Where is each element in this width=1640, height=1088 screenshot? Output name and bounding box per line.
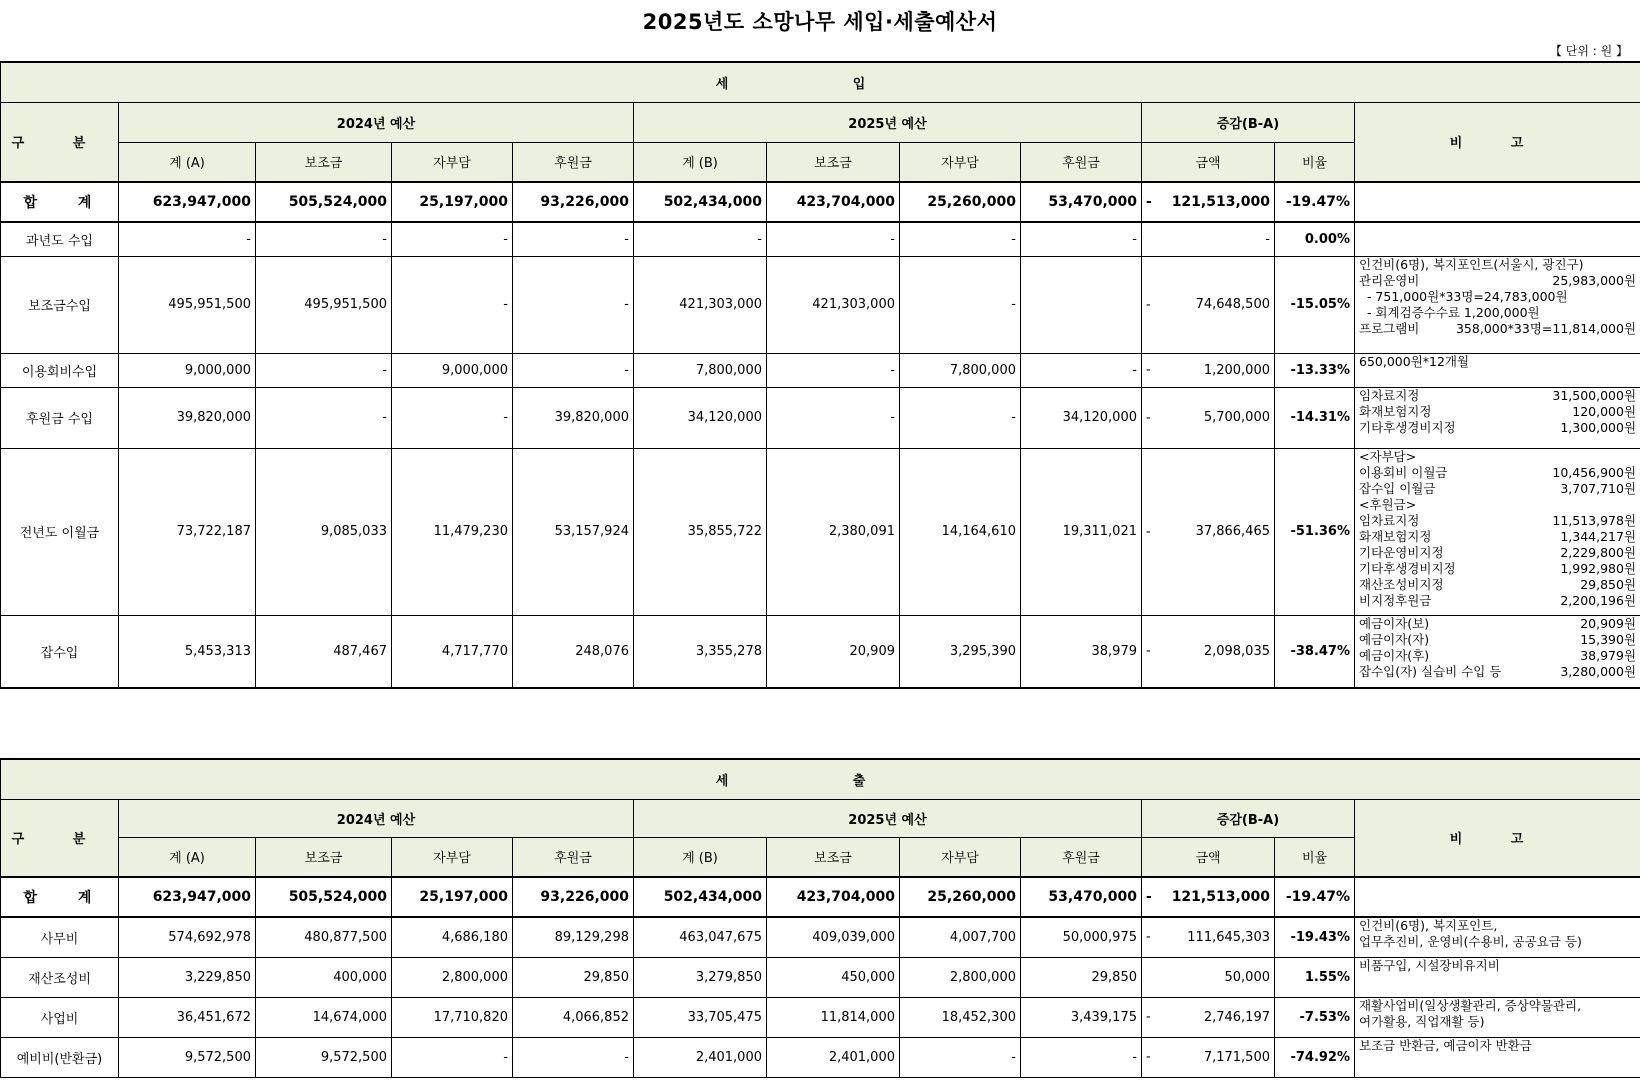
remark-line bbox=[1359, 388, 1636, 404]
remark-cell bbox=[1355, 222, 1640, 256]
value-cell: 248,076 bbox=[513, 615, 634, 688]
value-cell: 20,909 bbox=[767, 615, 900, 688]
remark-line bbox=[1359, 934, 1636, 950]
remark-cell bbox=[1355, 615, 1640, 688]
value-cell: 73,722,187 bbox=[119, 448, 256, 615]
row-label: 후원금 수입 bbox=[1, 387, 119, 448]
diff-amount-cell bbox=[1142, 957, 1275, 997]
value-cell: 29,850 bbox=[513, 957, 634, 997]
income-row bbox=[1, 222, 1640, 256]
value-cell: 2,380,091 bbox=[767, 448, 900, 615]
value-cell: - bbox=[256, 387, 392, 448]
remark-text: 보조금 반환금, 예금이자 반환금 bbox=[1359, 1037, 1532, 1053]
diff-value: 7,171,500 bbox=[1203, 1049, 1270, 1065]
row-label: 보조금수입 bbox=[1, 256, 119, 353]
value-cell: 487,467 bbox=[256, 615, 392, 688]
income-row bbox=[1, 448, 1640, 615]
diff-sign: - bbox=[1146, 410, 1151, 425]
budget-2024-header: 2024년 예산 bbox=[119, 799, 634, 837]
diff-rate-cell: -74.92% bbox=[1275, 1037, 1355, 1077]
expense-total-row bbox=[1, 877, 1640, 917]
remark-line bbox=[1359, 321, 1636, 337]
expense-section-title: 세 출 bbox=[1, 759, 1640, 799]
value-cell: 2,401,000 bbox=[767, 1037, 900, 1077]
remark-text: 기타후생경비지정 bbox=[1359, 419, 1456, 435]
value-cell: - bbox=[119, 222, 256, 256]
remark-line bbox=[1359, 481, 1636, 497]
value-cell: 35,855,722 bbox=[634, 448, 767, 615]
value-cell: - bbox=[634, 222, 767, 256]
value-cell: 39,820,000 bbox=[513, 387, 634, 448]
diff-amount-cell bbox=[1142, 615, 1275, 688]
value-cell: 423,704,000 bbox=[767, 877, 900, 917]
value-cell: - bbox=[392, 256, 513, 353]
diff-sign: - bbox=[1146, 297, 1151, 312]
value-cell: 3,355,278 bbox=[634, 615, 767, 688]
remark-text: 잡수입(자) 실습비 수입 등 bbox=[1359, 663, 1502, 679]
diff-amount-header: 금액 bbox=[1142, 837, 1275, 877]
value-cell: 25,260,000 bbox=[900, 182, 1021, 222]
remark-text: 화재보험지정 bbox=[1359, 528, 1432, 544]
diff-rate-cell: -19.47% bbox=[1275, 182, 1355, 222]
diff-rate-cell: -38.47% bbox=[1275, 615, 1355, 688]
remark-line bbox=[1359, 1038, 1636, 1054]
value-cell: - bbox=[513, 222, 634, 256]
value-cell: 25,197,000 bbox=[392, 182, 513, 222]
value-cell: 505,524,000 bbox=[256, 182, 392, 222]
value-cell: 9,572,500 bbox=[256, 1037, 392, 1077]
value-cell: 502,434,000 bbox=[634, 877, 767, 917]
diff-rate-header: 비율 bbox=[1275, 837, 1355, 877]
remark-line bbox=[1359, 449, 1636, 465]
remark-cell bbox=[1355, 387, 1640, 448]
diff-value: 121,513,000 bbox=[1171, 194, 1270, 210]
remark-amount: 11,513,978원 bbox=[1552, 512, 1637, 528]
remark-amount: 10,456,900원 bbox=[1552, 464, 1637, 480]
sponsor-2025-header: 후원금 bbox=[1021, 142, 1142, 182]
remark-line bbox=[1359, 529, 1636, 545]
row-label: 사업비 bbox=[1, 997, 119, 1037]
diff-rate-cell: -13.33% bbox=[1275, 353, 1355, 387]
value-cell: 2,401,000 bbox=[634, 1037, 767, 1077]
remark-text: <후원금> bbox=[1359, 496, 1417, 512]
value-cell: 89,129,298 bbox=[513, 917, 634, 957]
value-cell: 93,226,000 bbox=[513, 182, 634, 222]
value-cell: 39,820,000 bbox=[119, 387, 256, 448]
remark-text: 기타운영비지정 bbox=[1359, 544, 1444, 560]
remark-cell bbox=[1355, 1037, 1640, 1077]
remark-amount: 38,979원 bbox=[1580, 647, 1637, 663]
remark-cell bbox=[1355, 917, 1640, 957]
remark-cell bbox=[1355, 448, 1640, 615]
self-2025-header: 자부담 bbox=[900, 142, 1021, 182]
diff-rate-cell: 1.55% bbox=[1275, 957, 1355, 997]
row-label: 사무비 bbox=[1, 917, 119, 957]
remark-amount: 25,983,000원 bbox=[1552, 272, 1637, 288]
remark-amount: 1,344,217원 bbox=[1560, 528, 1637, 544]
remark-text: 이용회비 이월금 bbox=[1359, 464, 1448, 480]
diff-amount-cell bbox=[1142, 222, 1275, 256]
remark-text: 프로그램비 bbox=[1359, 320, 1420, 336]
value-cell: - bbox=[1021, 1037, 1142, 1077]
diff-sign: - bbox=[1146, 1049, 1151, 1065]
value-cell: - bbox=[900, 1037, 1021, 1077]
sponsor-2025-header: 후원금 bbox=[1021, 837, 1142, 877]
remark-text: 임차료지정 bbox=[1359, 512, 1420, 528]
remark-amount: 15,390원 bbox=[1580, 631, 1637, 647]
remark-amount: 1,300,000원 bbox=[1560, 419, 1637, 435]
row-label: 이용회비수입 bbox=[1, 353, 119, 387]
diff-rate-cell: -19.47% bbox=[1275, 877, 1355, 917]
diff-sign: - bbox=[1146, 194, 1152, 210]
value-cell: 11,814,000 bbox=[767, 997, 900, 1037]
value-cell: - bbox=[513, 353, 634, 387]
remark-amount: 31,500,000원 bbox=[1552, 387, 1637, 403]
remark-amount: 3,280,000원 bbox=[1560, 663, 1637, 679]
remark-amount: 2,229,800원 bbox=[1560, 544, 1637, 560]
row-label: 예비비(반환금) bbox=[1, 1037, 119, 1077]
value-cell: 623,947,000 bbox=[119, 182, 256, 222]
value-cell: 409,039,000 bbox=[767, 917, 900, 957]
diff-rate-cell: -7.53% bbox=[1275, 997, 1355, 1037]
value-cell: 400,000 bbox=[256, 957, 392, 997]
value-cell bbox=[1021, 256, 1142, 353]
remark-text: <자부담> bbox=[1359, 448, 1417, 464]
diff-value: 37,866,465 bbox=[1195, 524, 1270, 539]
row-label: 재산조성비 bbox=[1, 957, 119, 997]
value-cell: 29,850 bbox=[1021, 957, 1142, 997]
remark-line bbox=[1359, 958, 1636, 974]
diff-rate-cell: -51.36% bbox=[1275, 448, 1355, 615]
value-cell: 450,000 bbox=[767, 957, 900, 997]
remark-line bbox=[1359, 577, 1636, 593]
remark-line bbox=[1359, 918, 1636, 934]
diff-amount-cell bbox=[1142, 182, 1275, 222]
value-cell: 2,800,000 bbox=[900, 957, 1021, 997]
diff-sign: - bbox=[1146, 929, 1151, 945]
subsidy-2024-header: 보조금 bbox=[256, 142, 392, 182]
value-cell: - bbox=[392, 387, 513, 448]
value-cell: 19,311,021 bbox=[1021, 448, 1142, 615]
unit-label: 【 단위 : 원 】 bbox=[1549, 44, 1628, 58]
value-cell: - bbox=[900, 222, 1021, 256]
sponsor-2024-header: 후원금 bbox=[513, 837, 634, 877]
remark-text: 인건비(6명), 복지포인트, bbox=[1359, 918, 1498, 933]
expense-row bbox=[1, 957, 1640, 997]
value-cell: 34,120,000 bbox=[1021, 387, 1142, 448]
diff-amount-cell bbox=[1142, 353, 1275, 387]
self-2024-header: 자부담 bbox=[392, 837, 513, 877]
diff-rate-cell: -15.05% bbox=[1275, 256, 1355, 353]
diff-amount-cell bbox=[1142, 997, 1275, 1037]
value-cell: - bbox=[513, 256, 634, 353]
remark-text: 650,000원*12개월 bbox=[1359, 353, 1470, 369]
diff-header: 증감(B-A) bbox=[1142, 799, 1355, 837]
remark-text: 임차료지정 bbox=[1359, 387, 1420, 403]
row-label: 과년도 수입 bbox=[1, 222, 119, 256]
remark-line bbox=[1359, 648, 1636, 664]
diff-amount-cell bbox=[1142, 1037, 1275, 1077]
income-row bbox=[1, 256, 1640, 353]
value-cell: 4,007,700 bbox=[900, 917, 1021, 957]
value-cell: - bbox=[1021, 222, 1142, 256]
diff-rate-cell: -14.31% bbox=[1275, 387, 1355, 448]
total-b-header: 계 (B) bbox=[634, 837, 767, 877]
remark-text: 예금이자(자) bbox=[1359, 631, 1430, 647]
remark-text: 재활사업비(일상생활관리, 증상약물관리, bbox=[1359, 997, 1582, 1013]
remark-line bbox=[1359, 497, 1636, 513]
value-cell: 5,453,313 bbox=[119, 615, 256, 688]
remark-cell bbox=[1355, 256, 1640, 353]
row-label: 전년도 이월금 bbox=[1, 448, 119, 615]
value-cell: 33,705,475 bbox=[634, 997, 767, 1037]
total-b-header: 계 (B) bbox=[634, 142, 767, 182]
remark-amount: 29,850원 bbox=[1580, 576, 1637, 592]
remark-cell bbox=[1355, 877, 1640, 917]
remark-text: 재산조성비지정 bbox=[1359, 576, 1444, 592]
expense-row bbox=[1, 1037, 1640, 1077]
value-cell: - bbox=[900, 256, 1021, 353]
remark-text: 잡수입 이월금 bbox=[1359, 480, 1436, 496]
diff-rate-cell: -19.43% bbox=[1275, 917, 1355, 957]
income-total-row bbox=[1, 182, 1640, 222]
value-cell: - bbox=[767, 353, 900, 387]
expense-section-band bbox=[1, 759, 1640, 799]
value-cell: 495,951,500 bbox=[256, 256, 392, 353]
remark-amount: 2,200,196원 bbox=[1560, 592, 1637, 608]
value-cell: 34,120,000 bbox=[634, 387, 767, 448]
value-cell: 2,800,000 bbox=[392, 957, 513, 997]
remark-line bbox=[1359, 616, 1636, 632]
budget-2025-header: 2025년 예산 bbox=[634, 102, 1142, 142]
remark-line bbox=[1359, 664, 1636, 680]
page-title: 2025년도 소망나무 세입·세출예산서 bbox=[642, 10, 998, 34]
value-cell: 53,470,000 bbox=[1021, 182, 1142, 222]
income-table bbox=[0, 61, 1640, 689]
remark-line bbox=[1359, 257, 1636, 273]
remark-text: 예금이자(후) bbox=[1359, 647, 1430, 663]
budget-2025-header: 2025년 예산 bbox=[634, 799, 1142, 837]
remark-cell bbox=[1355, 182, 1640, 222]
diff-amount-cell bbox=[1142, 917, 1275, 957]
value-cell: - bbox=[1021, 353, 1142, 387]
remark-text: 화재보험지정 bbox=[1359, 403, 1432, 419]
value-cell: 9,572,500 bbox=[119, 1037, 256, 1077]
value-cell: - bbox=[767, 222, 900, 256]
value-cell: 421,303,000 bbox=[634, 256, 767, 353]
remark-line bbox=[1359, 404, 1636, 420]
income-row bbox=[1, 387, 1640, 448]
value-cell: 502,434,000 bbox=[634, 182, 767, 222]
value-cell: 53,470,000 bbox=[1021, 877, 1142, 917]
remark-header: 비 고 bbox=[1355, 102, 1640, 182]
value-cell: - bbox=[256, 353, 392, 387]
diff-value: 74,648,500 bbox=[1195, 297, 1270, 312]
value-cell: 7,800,000 bbox=[900, 353, 1021, 387]
diff-value: 121,513,000 bbox=[1171, 889, 1270, 905]
total-a-header: 계 (A) bbox=[119, 837, 256, 877]
value-cell: 463,047,675 bbox=[634, 917, 767, 957]
value-cell: - bbox=[513, 1037, 634, 1077]
value-cell: 423,704,000 bbox=[767, 182, 900, 222]
sponsor-2024-header: 후원금 bbox=[513, 142, 634, 182]
value-cell: - bbox=[767, 387, 900, 448]
income-section-title: 세 입 bbox=[1, 62, 1640, 102]
subsidy-2025-header: 보조금 bbox=[767, 142, 900, 182]
remark-line bbox=[1359, 273, 1636, 289]
diff-rate-cell: 0.00% bbox=[1275, 222, 1355, 256]
remark-text: 인건비(6명), 복지포인트(서울시, 광진구) bbox=[1359, 256, 1584, 272]
value-cell: 4,066,852 bbox=[513, 997, 634, 1037]
value-cell: 11,479,230 bbox=[392, 448, 513, 615]
diff-header: 증감(B-A) bbox=[1142, 102, 1355, 142]
value-cell: 3,279,850 bbox=[634, 957, 767, 997]
remark-amount: 120,000원 bbox=[1572, 403, 1637, 419]
remark-line bbox=[1359, 354, 1636, 370]
remark-text: 예금이자(보) bbox=[1359, 615, 1430, 631]
income-header-row-1 bbox=[1, 102, 1640, 142]
diff-value: 2,098,035 bbox=[1203, 643, 1270, 659]
expense-header-row-1 bbox=[1, 799, 1640, 837]
remark-amount: 358,000*33명=11,814,000원 bbox=[1455, 320, 1637, 336]
value-cell: 4,686,180 bbox=[392, 917, 513, 957]
value-cell: 3,229,850 bbox=[119, 957, 256, 997]
remark-line bbox=[1359, 561, 1636, 577]
diff-sign: - bbox=[1146, 524, 1151, 539]
remark-text: 관리운영비 bbox=[1359, 272, 1420, 288]
value-cell: 9,085,033 bbox=[256, 448, 392, 615]
remark-line bbox=[1359, 513, 1636, 529]
value-cell: 25,197,000 bbox=[392, 877, 513, 917]
value-cell: 7,800,000 bbox=[634, 353, 767, 387]
diff-value: 1,200,000 bbox=[1203, 362, 1270, 378]
value-cell: 421,303,000 bbox=[767, 256, 900, 353]
remark-cell bbox=[1355, 957, 1640, 997]
expense-row bbox=[1, 917, 1640, 957]
value-cell: 17,710,820 bbox=[392, 997, 513, 1037]
row-label: 잡수입 bbox=[1, 615, 119, 688]
remark-cell bbox=[1355, 997, 1640, 1037]
value-cell: 623,947,000 bbox=[119, 877, 256, 917]
gubun-header: 구 분 bbox=[1, 799, 119, 877]
diff-sign: - bbox=[1146, 1009, 1151, 1025]
diff-value: 111,645,303 bbox=[1187, 929, 1270, 945]
remark-amount: 20,909원 bbox=[1580, 615, 1637, 631]
self-2025-header: 자부담 bbox=[900, 837, 1021, 877]
expense-row bbox=[1, 997, 1640, 1037]
diff-value: 2,746,197 bbox=[1203, 1009, 1270, 1025]
budget-2024-header: 2024년 예산 bbox=[119, 102, 634, 142]
diff-sign: - bbox=[1146, 889, 1152, 905]
remark-amount: 3,707,710원 bbox=[1560, 480, 1637, 496]
value-cell: - bbox=[392, 1037, 513, 1077]
remark-text: 기타후생경비지정 bbox=[1359, 560, 1456, 576]
income-row bbox=[1, 615, 1640, 688]
value-cell: 38,979 bbox=[1021, 615, 1142, 688]
expense-table bbox=[0, 758, 1640, 1078]
value-cell: - bbox=[256, 222, 392, 256]
income-section-band bbox=[1, 62, 1640, 102]
value-cell: 9,000,000 bbox=[392, 353, 513, 387]
diff-amount-cell bbox=[1142, 448, 1275, 615]
remark-line bbox=[1359, 998, 1636, 1014]
self-2024-header: 자부담 bbox=[392, 142, 513, 182]
diff-amount-cell bbox=[1142, 256, 1275, 353]
remark-cell bbox=[1355, 353, 1640, 387]
value-cell: 3,295,390 bbox=[900, 615, 1021, 688]
value-cell: 4,717,770 bbox=[392, 615, 513, 688]
remark-line bbox=[1359, 465, 1636, 481]
remark-line bbox=[1359, 593, 1636, 609]
remark-line bbox=[1359, 545, 1636, 561]
diff-amount-header: 금액 bbox=[1142, 142, 1275, 182]
remark-text: - 751,000원*33명=24,783,000원 bbox=[1359, 288, 1568, 304]
value-cell: 505,524,000 bbox=[256, 877, 392, 917]
value-cell: 480,877,500 bbox=[256, 917, 392, 957]
diff-value: 5,700,000 bbox=[1203, 410, 1270, 425]
remark-line bbox=[1359, 1014, 1636, 1030]
diff-amount-cell bbox=[1142, 877, 1275, 917]
diff-sign: - bbox=[1146, 362, 1151, 378]
remark-text: 비지정후원금 bbox=[1359, 592, 1432, 608]
remark-text: - 회계검증수수료 1,200,000원 bbox=[1359, 304, 1540, 320]
subsidy-2025-header: 보조금 bbox=[767, 837, 900, 877]
diff-value: 50,000 bbox=[1224, 969, 1270, 985]
value-cell: 14,164,610 bbox=[900, 448, 1021, 615]
gubun-header: 구 분 bbox=[1, 102, 119, 182]
remark-line bbox=[1359, 420, 1636, 436]
value-cell: 574,692,978 bbox=[119, 917, 256, 957]
remark-text: 비품구입, 시설장비유지비 bbox=[1359, 957, 1500, 973]
remark-header: 비 고 bbox=[1355, 799, 1640, 877]
value-cell: 495,951,500 bbox=[119, 256, 256, 353]
diff-value: - bbox=[1265, 231, 1270, 247]
remark-text: 여가활용, 직업재활 등) bbox=[1359, 1013, 1485, 1029]
income-row bbox=[1, 353, 1640, 387]
remark-amount: 1,992,980원 bbox=[1560, 560, 1637, 576]
value-cell: 36,451,672 bbox=[119, 997, 256, 1037]
value-cell: - bbox=[900, 387, 1021, 448]
row-label: 합 계 bbox=[1, 877, 119, 917]
remark-line bbox=[1359, 305, 1636, 321]
remark-line bbox=[1359, 289, 1636, 305]
remark-text: 업무추진비, 운영비(수용비, 공공요금 등) bbox=[1359, 934, 1582, 949]
value-cell: 53,157,924 bbox=[513, 448, 634, 615]
value-cell: 50,000,975 bbox=[1021, 917, 1142, 957]
value-cell: 93,226,000 bbox=[513, 877, 634, 917]
subsidy-2024-header: 보조금 bbox=[256, 837, 392, 877]
remark-line bbox=[1359, 632, 1636, 648]
value-cell: 25,260,000 bbox=[900, 877, 1021, 917]
diff-rate-header: 비율 bbox=[1275, 142, 1355, 182]
value-cell: - bbox=[392, 222, 513, 256]
row-label: 합 계 bbox=[1, 182, 119, 222]
value-cell: 9,000,000 bbox=[119, 353, 256, 387]
value-cell: 18,452,300 bbox=[900, 997, 1021, 1037]
total-a-header: 계 (A) bbox=[119, 142, 256, 182]
value-cell: 3,439,175 bbox=[1021, 997, 1142, 1037]
value-cell: 14,674,000 bbox=[256, 997, 392, 1037]
diff-sign: - bbox=[1146, 643, 1151, 659]
diff-amount-cell bbox=[1142, 387, 1275, 448]
